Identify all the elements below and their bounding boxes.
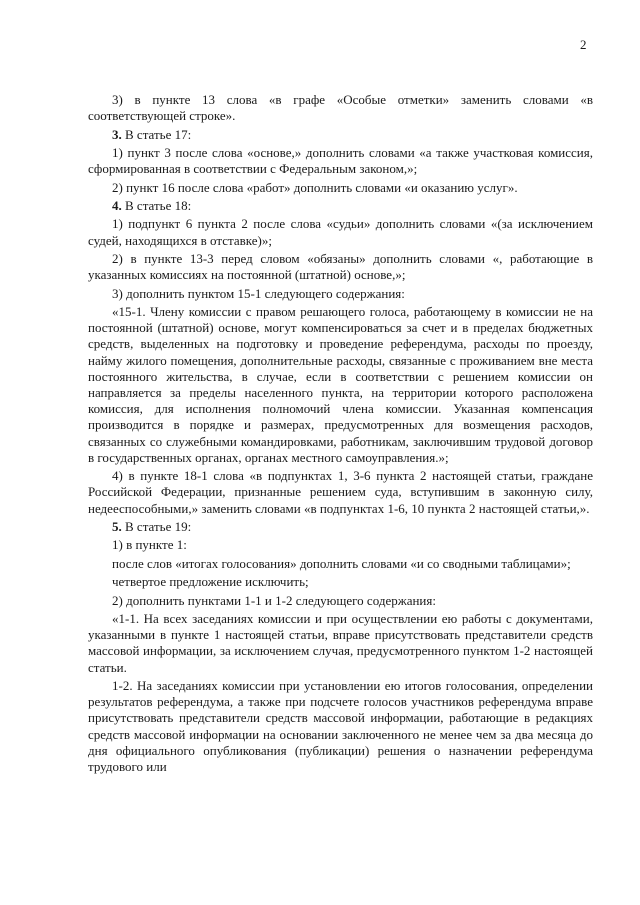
paragraph: 1) пункт 3 после слова «основе,» дополнить словами «а также участковая комиссия, сформированная в соответствии с Федеральным законом,»; [88, 144, 593, 177]
section-number: 3. [112, 126, 122, 142]
paragraph: 2) дополнить пунктами 1-1 и 1-2 следующего содержания: [112, 592, 436, 608]
document-body [88, 92, 593, 775]
paragraph: 1) подпункт 6 пункта 2 после слова «судьи» дополнить словами «(за исключением судей, находящихся в отставке)»; [88, 216, 593, 248]
section-number: 4. [112, 197, 122, 213]
paragraph: 2) в пункте 13-3 перед словом «обязаны» дополнить словами «, работающие в указанных комиссиях на постоянной (штатной) основе,»; [88, 250, 593, 283]
paragraph: после слов «итогах голосования» дополнить словами «и со сводными таблицами»; [112, 555, 571, 571]
paragraph: «1-1. На всех заседаниях комиссии и при осуществлении ею работы с документами, указанными в пункте 1 настоящей статьи, вправе присутствовать представители средств массовой информации, за исключением случая, предусмотренного пунктом 1-2 настоящей статьи. [88, 610, 593, 675]
page-number: 2 [580, 37, 587, 52]
section-heading: 4. В статье 18: [112, 197, 192, 213]
section-heading: 5. В статье 19: [112, 518, 192, 534]
paragraph: 1-2. На заседаниях комиссии при установлении ею итогов голосования, определении результатов референдума, а также при подсчете голосов участников референдума вправе присутствовать представители средств массовой информации, работающие в редакциях средств массовой информации на основании заключенного не менее чем за два месяца до дня официального опубликования (публикации) решения о назначении референдума трудового или [88, 677, 593, 774]
paragraph: 3) дополнить пунктом 15-1 следующего содержания: [112, 285, 405, 301]
paragraph: «15-1. Члену комиссии с правом решающего голоса, работающему в комиссии не на постоянной (штатной) основе, могут компенсироваться за счет и в пределах бюджетных средств, выделенных на подготовку и проведение референдума, расходы по проезду, найму жилого помещения, дополнительные расходы, связанные с проживанием вне места постоянного жительства, в случае, если в соответствии с решением комиссии он направляется за пределы населенного пункта, на территории которого расположена комиссия, для исполнения полномочий члена комиссии. Указанная компенсация производится в порядке и размерах, предусмотренных для возмещения расходов, связанных со служебными командировками, работникам, заключившим трудовой договор в государственных органах, органах местного самоуправления.»; [88, 303, 593, 465]
paragraph: четвертое предложение исключить; [112, 574, 309, 590]
paragraph: 2) пункт 16 после слова «работ» дополнить словами «и оказанию услуг». [112, 179, 518, 195]
section-heading: 3. В статье 17: [112, 126, 192, 142]
paragraph: 1) в пункте 1: [112, 537, 187, 553]
section-number: 5. [112, 518, 122, 534]
paragraph: 3) в пункте 13 слова «в графе «Особые отметки» заменить словами «в соответствующей строке». [88, 92, 593, 124]
paragraph: 4) в пункте 18-1 слова «в подпунктах 1, 3-6 пункта 2 настоящей статьи, граждане Российской Федерации, признанные решением суда, вступившим в законную силу, недееспособными,» заменить словами «в подпунктах 1-6, 10 пункта 2 настоящей статьи,». [88, 468, 593, 516]
